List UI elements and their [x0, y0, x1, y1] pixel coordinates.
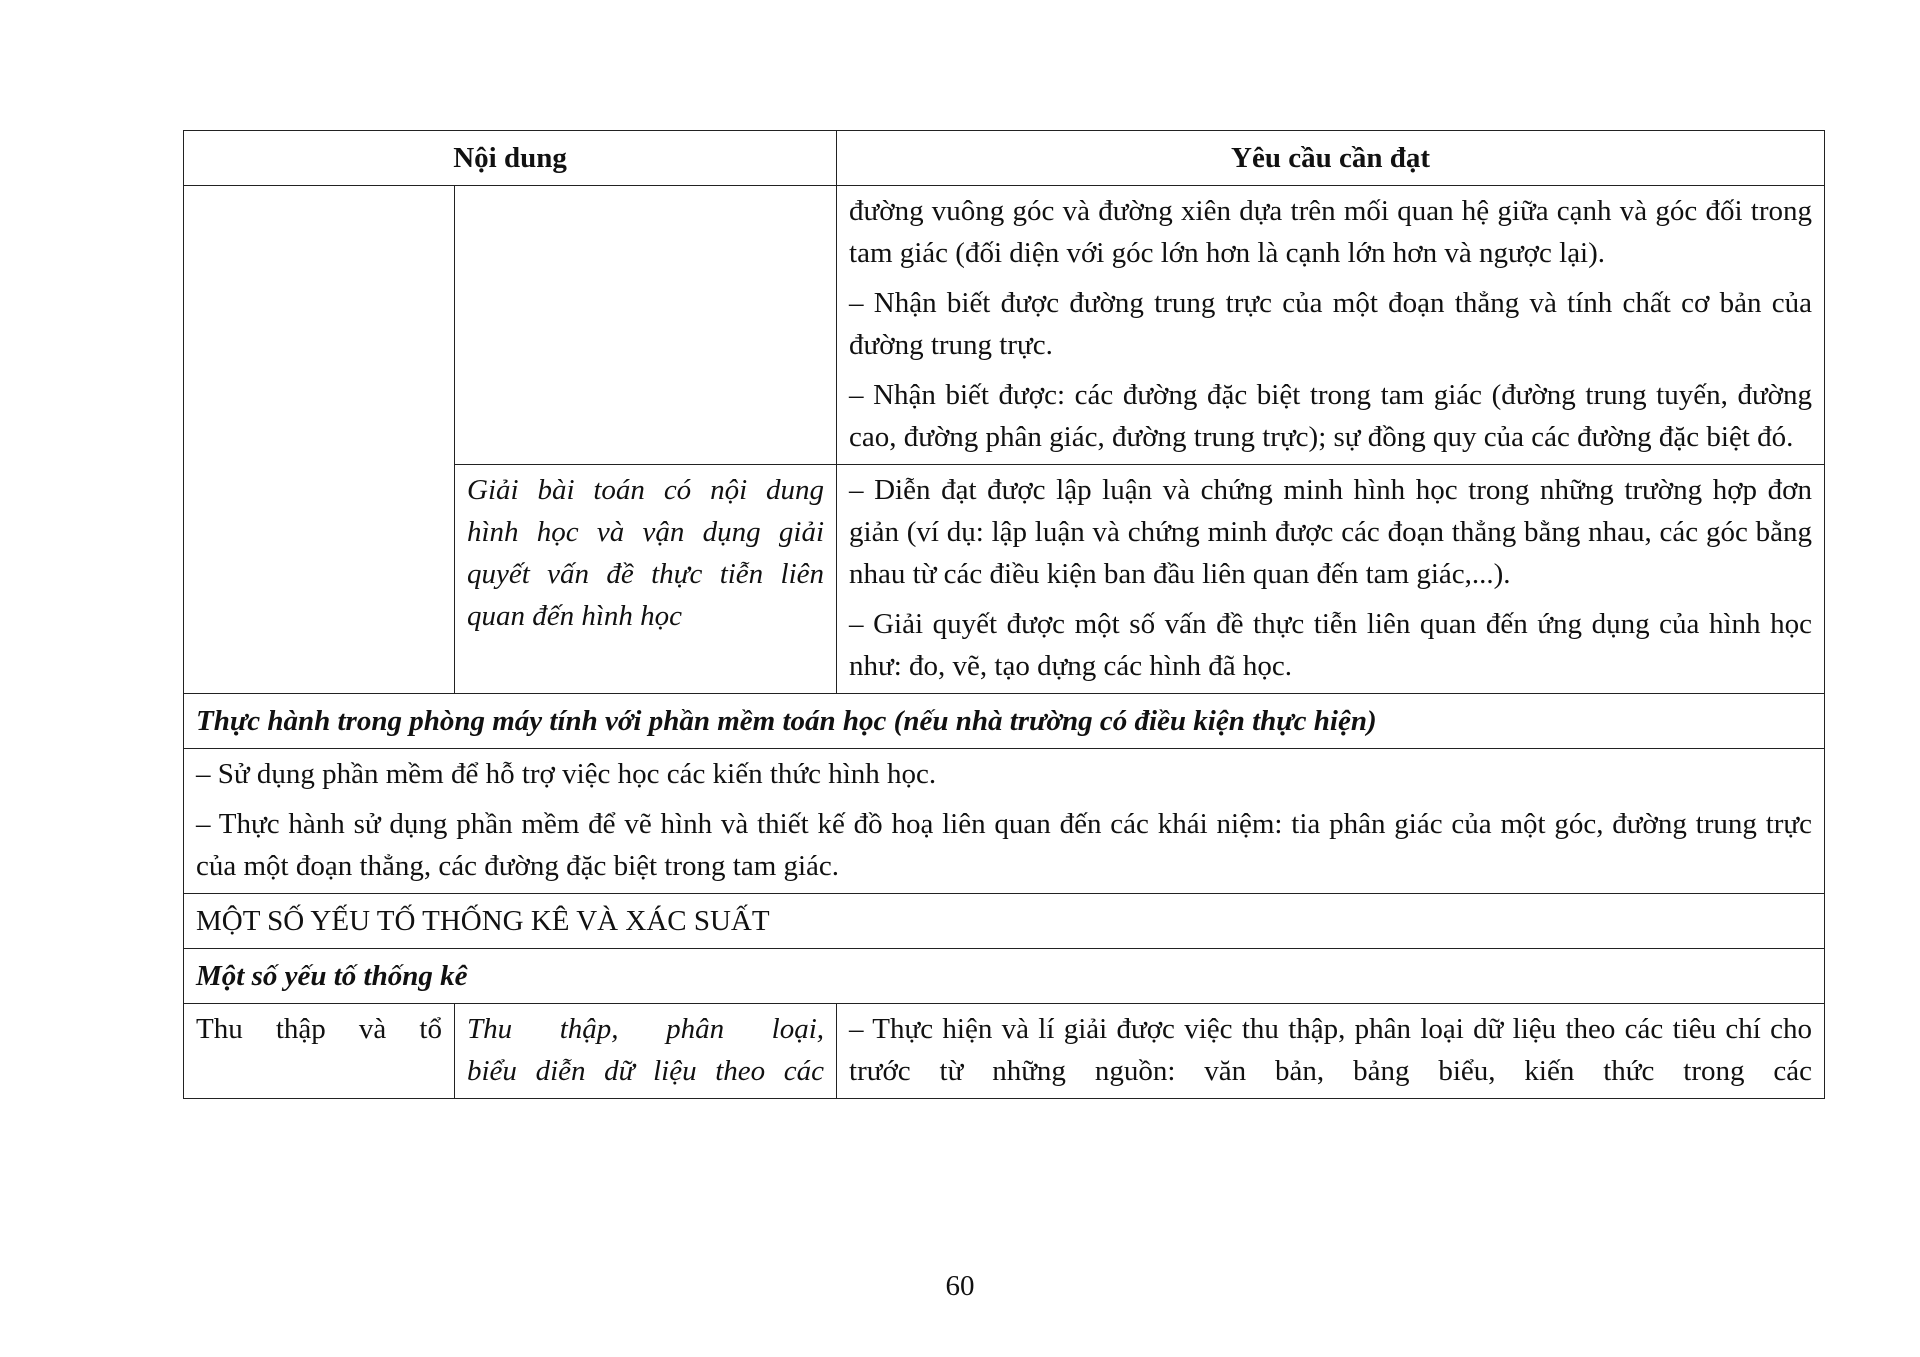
requirement-text: – Nhận biết được: các đường đặc biệt trong tam giác (đường trung tuyến, đường cao, đường phân giác, đường trung trực); sự đồng quy của các đường đặc biệt đó. [849, 379, 1812, 453]
section-title-row [184, 894, 1825, 949]
requirements-cell [837, 1004, 1825, 1099]
header-requirements: Yêu cầu cần đạt [837, 131, 1825, 186]
table-row [184, 1004, 1825, 1099]
category-label: Thu thập và tổ [196, 1013, 442, 1045]
topic-line: biểu diễn dữ liệu theo các [467, 1055, 825, 1087]
empty-category-cell [184, 186, 455, 694]
subsection-title: Một số yếu tố thống kê [184, 949, 1825, 1004]
requirement-text: – Nhận biết được đường trung trực của một đoạn thẳng và tính chất cơ bản của đường trung trực. [849, 287, 1812, 361]
table-row [184, 186, 1825, 465]
topic-cell [455, 1004, 837, 1099]
requirement-text: – Thực hiện và lí giải được việc thu thập, phân loại dữ liệu theo các tiêu chí cho trước từ những nguồn: văn bản, bảng biểu, kiến thức trong các [849, 1013, 1812, 1087]
requirement-text: – Giải quyết được một số vấn đề thực tiễn liên quan đến ứng dụng của hình học như: đo, vẽ, tạo dựng các hình đã học. [849, 608, 1812, 682]
header-content: Nội dung [184, 131, 837, 186]
empty-topic-cell [455, 186, 837, 465]
practice-item: – Sử dụng phần mềm để hỗ trợ việc học các kiến thức hình học. [196, 758, 937, 790]
category-text [196, 1008, 442, 1050]
practice-items-cell [184, 749, 1825, 894]
requirement-text: – Diễn đạt được lập luận và chứng minh hình học trong những trường hợp đơn giản (ví dụ: lập luận và chứng minh được các đoạn thẳng bằng nhau, các góc bằng nhau từ các điều kiện ban đầu liên quan đến tam giác,...). [849, 474, 1812, 590]
practice-items-row [184, 749, 1825, 894]
requirement-text: đường vuông góc và đường xiên dựa trên mối quan hệ giữa cạnh và góc đối trong tam giác (đối diện với góc lớn hơn là cạnh lớn hơn và ngược lại). [849, 195, 1812, 269]
topic-line: Thu thập, phân loại, [467, 1013, 825, 1045]
practice-heading-row [184, 694, 1825, 749]
table-header-row [184, 131, 1825, 186]
practice-heading: Thực hành trong phòng máy tính với phần mềm toán học (nếu nhà trường có điều kiện thực hiện) [184, 694, 1825, 749]
curriculum-table [183, 130, 1825, 1099]
subsection-title-row [184, 949, 1825, 1004]
requirements-cell [837, 186, 1825, 465]
section-title: MỘT SỐ YẾU TỐ THỐNG KÊ VÀ XÁC SUẤT [184, 894, 1825, 949]
practice-item: – Thực hành sử dụng phần mềm để vẽ hình và thiết kế đồ hoạ liên quan đến các khái niệm: tia phân giác của một góc, đường trung trực của một đoạn thẳng, các đường đặc biệt trong tam giác. [196, 808, 1812, 882]
topic-cell: Giải bài toán có nội dung hình học và vận dụng giải quyết vấn đề thực tiễn liên quan đến hình học [455, 465, 837, 694]
requirements-cell [837, 465, 1825, 694]
category-cell [184, 1004, 455, 1099]
page-number: 60 [945, 1270, 975, 1302]
